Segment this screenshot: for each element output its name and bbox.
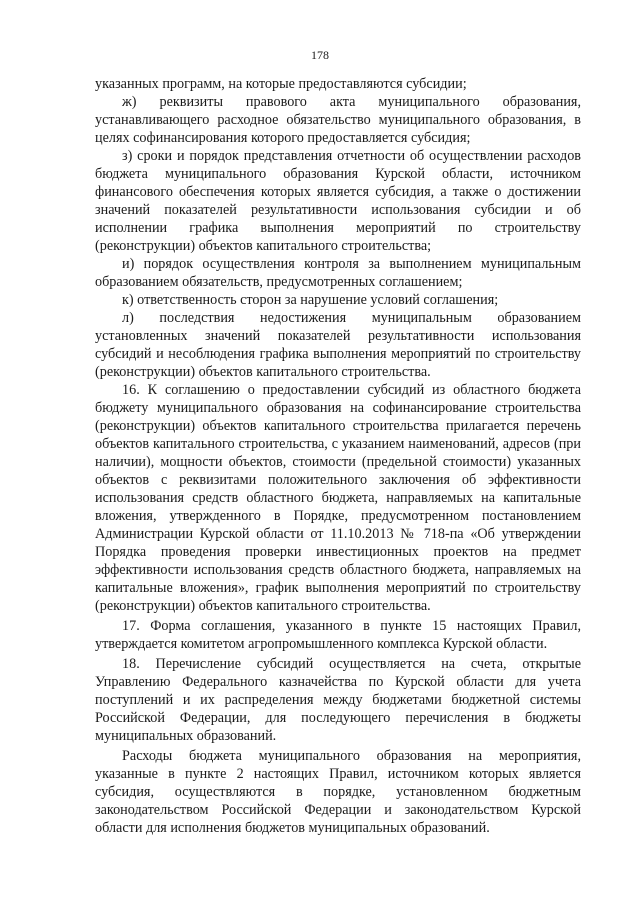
paragraph-clause-17: 17. Форма соглашения, указанного в пункте 15 настоящих Правил, утверждается комитетом агропромышленного комплекса Курской области. [95,618,581,652]
paragraph-clause-16: 16. К соглашению о предоставлении субсидий из областного бюджета бюджету муниципального образования на софинансирование строительства (реконструкции) объектов капитального строительства прилагается перечень объектов капитального строительства, с указанием наименований, адресов (при наличии), мощности объектов, стоимости (предельной стоимости) указанных объектов с реквизитами положительного заключения об эффективности использования средств областного бюджета, направляемых на капитальные вложения, утвержденного в Порядке, предусмотренном постановлением Администрации Курской области от 11.10.2013 № 718-па «Об утверждении Порядка проведения проверки инвестиционных проектов на предмет эффективности использования средств областного бюджета, направляемых на капитальные вложения», график выполнения мероприятий по строительству (реконструкции) объектов капитального строительства. [95,382,581,614]
document-body [95,75,581,837]
paragraph-item-zh: ж) реквизиты правового акта муниципального образования, устанавливающего расходное обязательство муниципального образования, в целях софинансирования которого предоставляется субсидия; [95,94,581,146]
paragraph-item-k: к) ответственность сторон за нарушение условий соглашения; [122,292,499,308]
paragraph-continuation: указанных программ, на которые предоставляются субсидии; [95,76,467,92]
paragraph-item-i: и) порядок осуществления контроля за выполнением муниципальным образованием обязательств, предусмотренных соглашением; [95,256,581,290]
paragraph-item-l: л) последствия недостижения муниципальным образованием установленных значений показателей результативности использования субсидий и несоблюдения графика выполнения мероприятий по строительству (реконструкции) объектов капитального строительства. [95,310,581,380]
page-number: 178 [311,48,329,62]
paragraph-expenses: Расходы бюджета муниципального образования на мероприятия, указанные в пункте 2 настоящих Правил, источником которых является субсидия, осуществляются в порядке, установленном бюджетным законодательством Российской Федерации и законодательством Курской области для исполнения бюджетов муниципальных образований. [95,748,581,836]
paragraph-item-z: з) сроки и порядок представления отчетности об осуществлении расходов бюджета муниципального образования Курской области, источником финансового обеспечения которых является субсидия, а также о достижении значений показателей результативности использования субсидии и об исполнении графика выполнения мероприятий по строительству (реконструкции) объектов капитального строительства; [95,148,581,254]
paragraph-clause-18: 18. Перечисление субсидий осуществляется на счета, открытые Управлению Федерального казначейства по Курской области для учета поступлений и их распределения между бюджетами бюджетной системы Российской Федерации, для последующего перечисления в бюджеты муниципальных образований. [95,656,581,744]
